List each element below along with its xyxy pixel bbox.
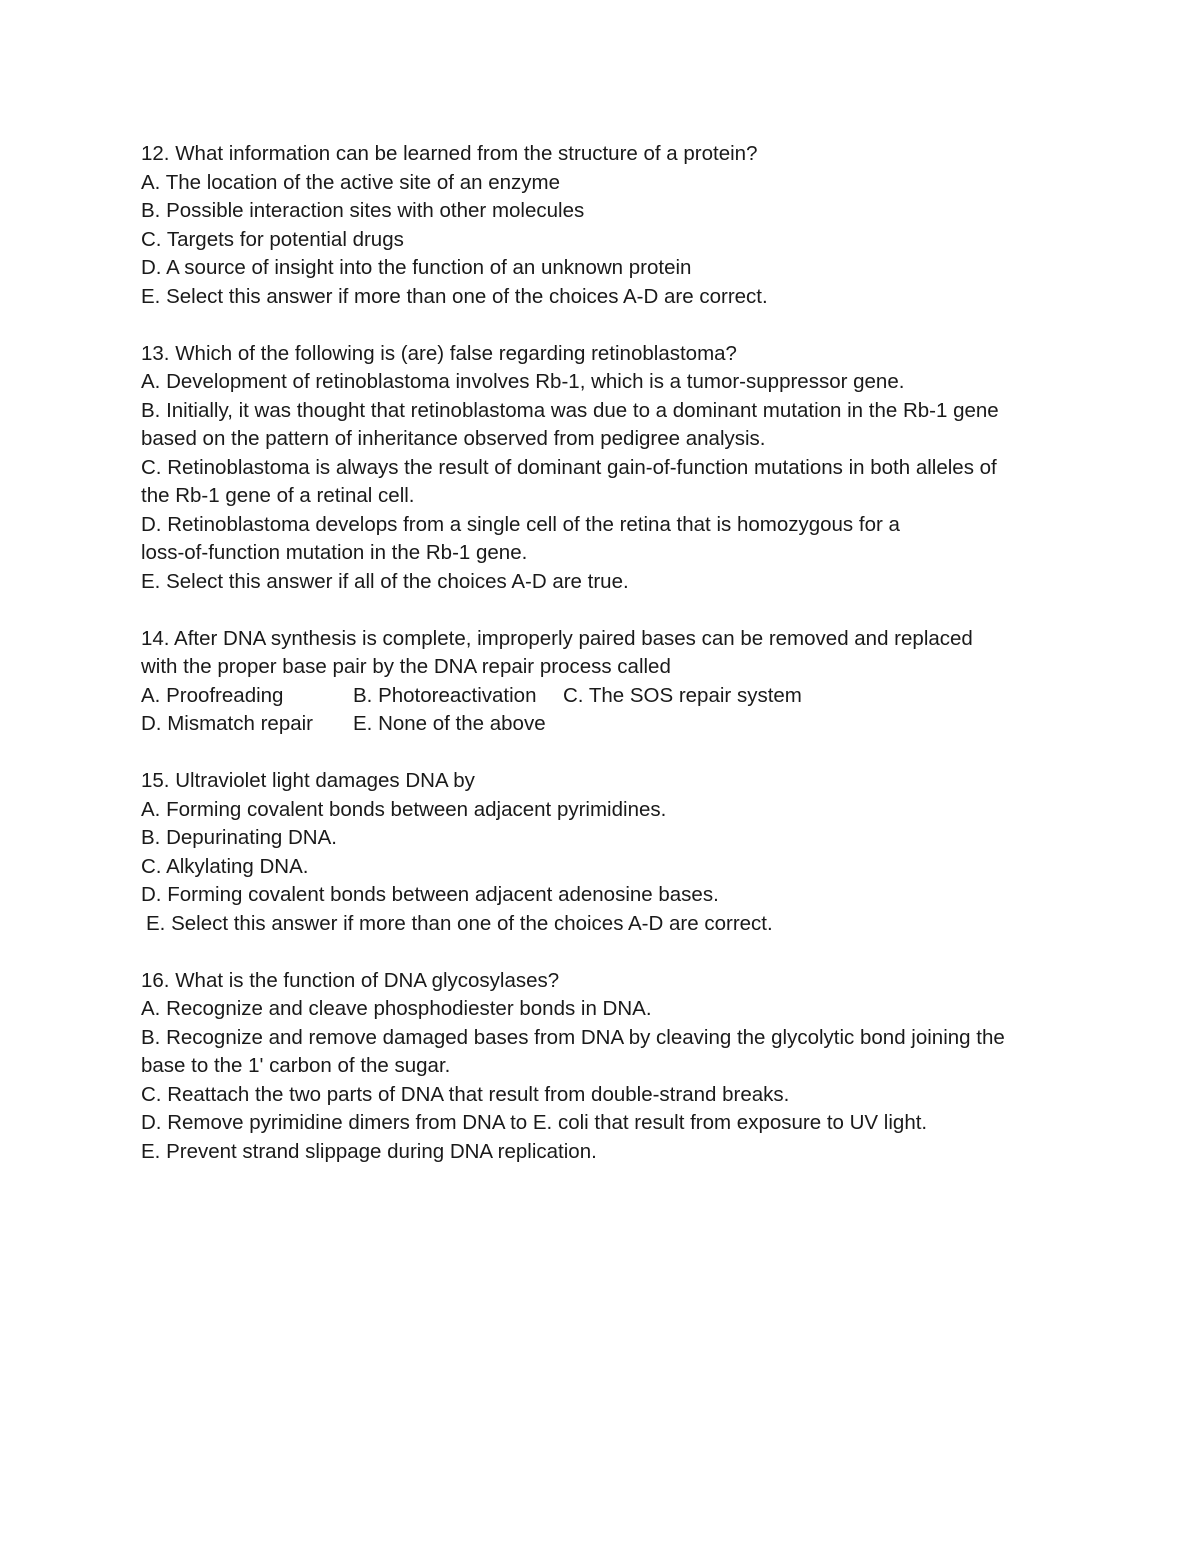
option-a: A. Recognize and cleave phosphodiester bonds in DNA. <box>141 997 652 1020</box>
option-c: C. Targets for potential drugs <box>141 227 404 251</box>
option-c-line-2: the Rb-1 gene of a retinal cell. <box>141 484 415 507</box>
question-12 <box>141 140 1101 311</box>
document-page <box>141 140 1101 1195</box>
options-row-1 <box>141 682 1101 711</box>
option-d-line-2: loss-of-function mutation in the Rb-1 gene. <box>141 541 528 564</box>
option-b: B. Depurinating DNA. <box>141 826 337 849</box>
option-c-line-1: C. Retinoblastoma is always the result of dominant gain-of-function mutations in both alleles of <box>141 455 997 479</box>
option-c: C. Alkylating DNA. <box>141 854 309 878</box>
option-d-line-1: D. Retinoblastoma develops from a single cell of the retina that is homozygous for a <box>141 512 900 536</box>
option-d: D. Mismatch repair <box>141 712 314 735</box>
question-stem-line-2: with the proper base pair by the DNA repair process called <box>141 655 671 678</box>
question-14 <box>141 625 1101 739</box>
option-b-line-1: B. Recognize and remove damaged bases from DNA by cleaving the glycolytic bond joining the <box>141 1025 1005 1049</box>
option-a: A. Development of retinoblastoma involves Rb-1, which is a tumor-suppressor gene. <box>141 370 905 393</box>
option-e: E. Select this answer if all of the choices A-D are true. <box>141 569 629 593</box>
option-b-line-2: base to the 1' carbon of the sugar. <box>141 1054 451 1077</box>
question-stem: 16. What is the function of DNA glycosylases? <box>141 968 560 992</box>
option-e: E. Select this answer if more than one of the choices A-D are correct. <box>141 284 768 308</box>
option-c: C. Reattach the two parts of DNA that result from double-strand breaks. <box>141 1082 790 1106</box>
option-b: B. Possible interaction sites with other molecules <box>141 199 585 222</box>
question-stem: 15. Ultraviolet light damages DNA by <box>141 769 475 792</box>
option-b-line-1: B. Initially, it was thought that retinoblastoma was due to a dominant mutation in the Rb-1 gene <box>141 398 999 422</box>
option-b: B. Photoreactivation <box>353 683 537 707</box>
question-stem: 13. Which of the following is (are) false regarding retinoblastoma? <box>141 341 737 365</box>
option-d: D. Forming covalent bonds between adjacent adenosine bases. <box>141 883 719 906</box>
option-e: E. None of the above <box>353 712 546 735</box>
question-13 <box>141 340 1101 597</box>
option-a: A. The location of the active site of an enzyme <box>141 170 560 194</box>
option-c: C. The SOS repair system <box>563 683 802 707</box>
question-16 <box>141 967 1101 1167</box>
option-a: A. Forming covalent bonds between adjacent pyrimidines. <box>141 797 667 821</box>
question-stem-line-1: 14. After DNA synthesis is complete, improperly paired bases can be removed and replaced <box>141 626 973 650</box>
option-d: D. Remove pyrimidine dimers from DNA to E. coli that result from exposure to UV light. <box>141 1111 928 1134</box>
option-a: A. Proofreading <box>141 683 284 707</box>
option-d: D. A source of insight into the function of an unknown protein <box>141 256 692 279</box>
question-stem: 12. What information can be learned from the structure of a protein? <box>141 142 758 165</box>
question-15 <box>141 767 1101 938</box>
option-b-line-2: based on the pattern of inheritance observed from pedigree analysis. <box>141 427 766 450</box>
options-row-2 <box>141 710 1101 739</box>
option-e: E. Prevent strand slippage during DNA replication. <box>141 1139 597 1163</box>
option-e: E. Select this answer if more than one of the choices A-D are correct. <box>146 911 773 935</box>
